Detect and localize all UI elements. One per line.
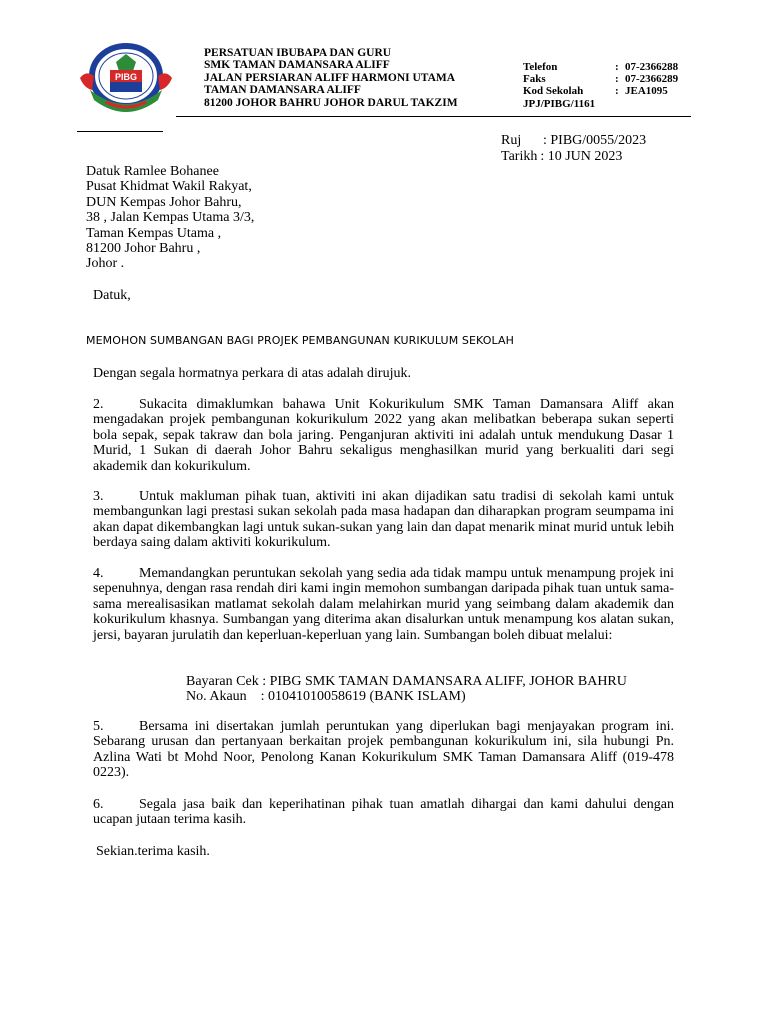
contact-sep: : <box>615 73 619 86</box>
paragraph-1: Dengan segala hormatnya perkara di atas adalah dirujuk. <box>93 366 411 381</box>
address-line: Johor . <box>86 256 125 272</box>
contact-label: Faks <box>523 73 546 86</box>
tarikh-label: Tarikh <box>501 149 538 164</box>
paragraph-text: Segala jasa baik dan keperihatinan pihak tuan amatlah dihargai dan kami dahului dengan ucapan jutaan terima kasih. <box>93 797 674 828</box>
paragraph-number: 5. <box>93 719 104 734</box>
address-line: 38 , Jalan Kempas Utama 3/3, <box>86 210 255 226</box>
tarikh-value: : 10 JUN 2023 <box>540 149 623 164</box>
paragraph-text: Bersama ini disertakan jumlah peruntukan yang diperlukan bagi menjayakan program ini. Sebarang urusan dan pertanyaan berkaitan projek pembangunan kokurikulum ini, sila hubungi Pn. Azlina Wati bt Mohd Noor, Penolong Kanan Kokurikulum SMK Taman Damansara Aliff (019-478 0223). <box>93 719 674 781</box>
contact-row <box>523 85 678 97</box>
contact-value: JEA1095 <box>625 85 668 98</box>
paragraph-number: 6. <box>93 797 104 812</box>
ruj-value: : PIBG/0055/2023 <box>543 133 647 148</box>
reference-block <box>501 133 646 165</box>
logo-divider <box>77 131 163 132</box>
org-line: 81200 JOHOR BAHRU JOHOR DARUL TAKZIM <box>204 96 458 109</box>
address-line: 81200 Johor Bahru , <box>86 241 201 257</box>
paragraph-2 <box>93 397 674 474</box>
paragraph-number: 4. <box>93 566 104 581</box>
recipient-address <box>86 164 254 272</box>
contact-value: 07-2366288 <box>625 61 679 73</box>
cek-label: Bayaran Cek <box>186 674 259 689</box>
contact-row <box>523 98 678 110</box>
contact-row <box>523 73 678 85</box>
paragraph-number: 3. <box>93 489 104 504</box>
org-line: PERSATUAN IBUBAPA DAN GURU <box>204 47 392 59</box>
salutation: Datuk, <box>93 288 131 303</box>
school-crest-icon <box>76 40 176 120</box>
logo-text: PIBG <box>114 72 138 82</box>
payment-details <box>186 674 627 705</box>
contact-row <box>523 61 678 73</box>
contact-info <box>523 61 678 110</box>
cek-value: : PIBG SMK TAMAN DAMANSARA ALIFF, JOHOR BAHRU <box>258 674 627 689</box>
akaun-value: : 01041010058619 (BANK ISLAM) <box>246 689 466 705</box>
akaun-label: No. Akaun <box>186 689 247 705</box>
letter-subject: MEMOHON SUMBANGAN BAGI PROJEK PEMBANGUNAN KURIKULUM SEKOLAH <box>86 334 514 347</box>
ruj-label: Ruj <box>501 133 522 148</box>
contact-sep: : <box>615 85 619 98</box>
contact-label: Kod Sekolah <box>523 85 584 98</box>
paragraph-text: Untuk makluman pihak tuan, aktiviti ini akan dijadikan satu tradisi di sekolah kami untuk membangunkan lagi prestasi sukan sekolah pada masa hadapan dan diharapkan program seumpama ini akan dapat dikembangkan lagi untuk sukan-sukan yang lain dan dapat menarik minat murid untuk lebih berdaya saing dalam aktiviti kokurikulum. <box>93 489 674 551</box>
address-line: Taman Kempas Utama , <box>86 225 222 241</box>
contact-label: JPJ/PIBG/1161 <box>523 97 596 110</box>
paragraph-6 <box>93 797 674 828</box>
header-divider <box>176 116 691 117</box>
contact-value: 07-2366289 <box>625 73 679 86</box>
org-line: JALAN PERSIARAN ALIFF HARMONI UTAMA <box>204 71 456 84</box>
paragraph-text: Memandangkan peruntukan sekolah yang sedia ada tidak mampu untuk menampung projek ini sepenuhnya, dengan rasa rendah diri kami ingin memohon sumbangan daripada pihak tuan untuk sama- sama merealisasikan matlamat sekolah dalam melahirkan murid yang seimbang dalam akademik dan kokurikulum khasnya. Sumbangan yang diterima akan disalurkan untuk menampung kos alatan sukan, jersi, bayaran jurulatih dan keperluan-keperluan yang lain. Sumbangan boleh dibuat melalui: <box>93 566 674 643</box>
contact-sep: : <box>615 61 619 73</box>
org-line: SMK TAMAN DAMANSARA ALIFF <box>204 59 390 72</box>
paragraph-3 <box>93 489 674 551</box>
paragraph-number: 2. <box>93 397 104 412</box>
paragraph-4 <box>93 566 674 643</box>
address-line: DUN Kempas Johor Bahru, <box>86 194 242 210</box>
address-line: Datuk Ramlee Bohanee <box>86 164 219 179</box>
contact-label: Telefon <box>523 61 558 73</box>
paragraph-text: Sukacita dimaklumkan bahawa Unit Kokurikulum SMK Taman Damansara Aliff akan mengadakan projek pembangunan kokurikulum 2022 yang akan melibatkan beberapa sukan seperti bola sepak, sepak takraw dan bola jaring. Penganjuran aktiviti ini adalah untuk mendukung Dasar 1 Murid, 1 Sukan di daerah Johor Bahru sekaligus menghasilkan murid yang berkualiti dari segi akademik dan kokurikulum. <box>93 397 674 474</box>
address-line: Pusat Khidmat Wakil Rakyat, <box>86 179 252 195</box>
org-line: TAMAN DAMANSARA ALIFF <box>204 84 361 97</box>
closing: Sekian.terima kasih. <box>96 844 210 859</box>
paragraph-5 <box>93 719 674 781</box>
organization-address <box>204 47 458 109</box>
